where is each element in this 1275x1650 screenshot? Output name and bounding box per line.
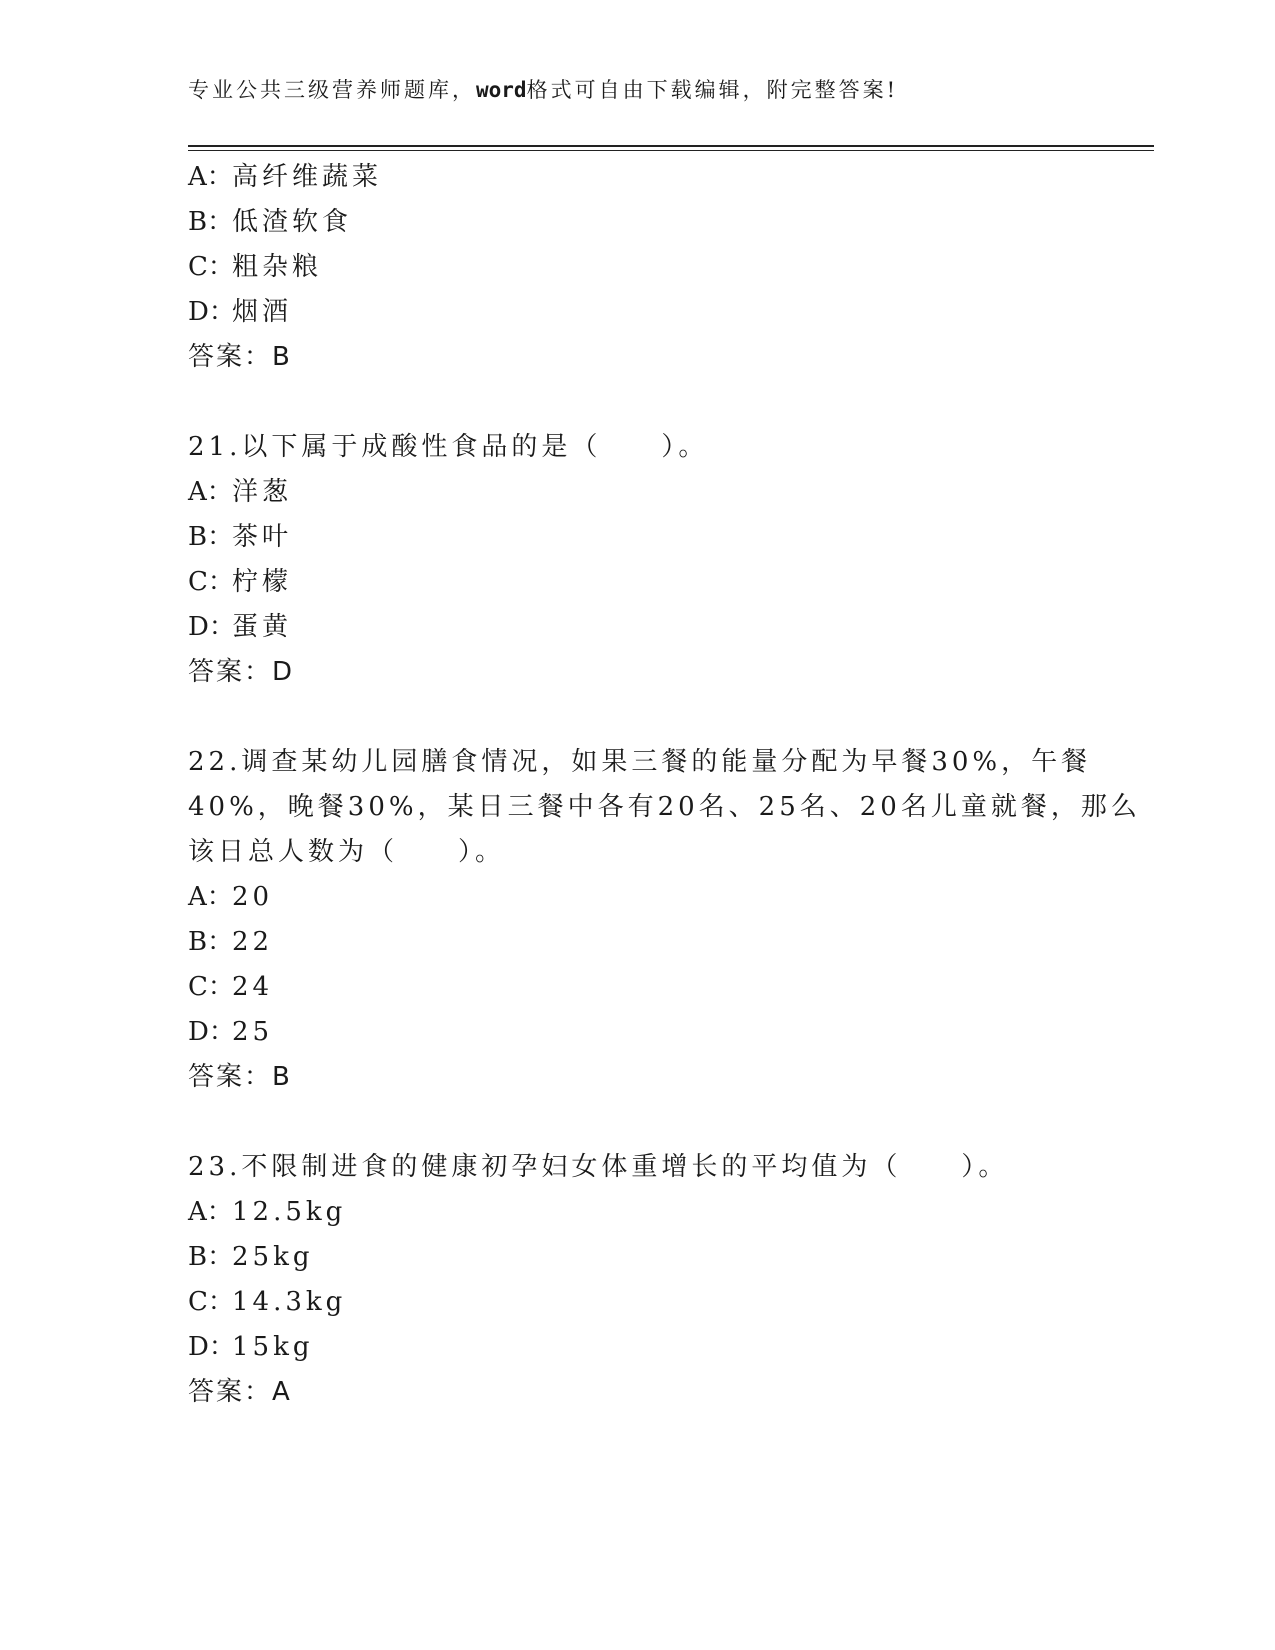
header-rule-thin [188,150,1154,151]
q22-option-c: C：24 [188,972,274,1002]
q22-option-a: A：20 [188,882,274,912]
q22-stem-line-2: 40%，晚餐30%，某日三餐中各有20名、25名、20名儿童就餐，那么 [188,792,1141,822]
header-word: word [476,78,527,102]
q22-option-b: B：22 [188,927,274,957]
q23-option-c: C：14.3kg [188,1287,347,1317]
q23-stem: 23.不限制进食的健康初孕妇女体重增长的平均值为（ ）。 [188,1152,1009,1182]
q23-answer: 答案：A [188,1377,292,1407]
q23-option-d: D：15kg [188,1332,314,1362]
q21-option-a: A：洋葱 [188,477,293,507]
q20-option-a: A：高纤维蔬菜 [188,162,383,192]
q21-option-c: C：柠檬 [188,567,293,597]
q20-option-c: C：粗杂粮 [188,252,323,282]
header-suffix: 格式可自由下载编辑，附完整答案! [526,78,899,102]
q22-answer: 答案：B [188,1062,292,1092]
q22-stem-line-3: 该日总人数为（ ）。 [188,837,506,867]
q21-stem: 21.以下属于成酸性食品的是（ ）。 [188,432,709,462]
q21-option-b: B：茶叶 [188,522,293,552]
header-prefix: 专业公共三级营养师题库， [188,78,476,102]
q21-option-d: D：蛋黄 [188,612,293,642]
q21-answer: 答案：D [188,657,295,687]
q23-option-a: A：12.5kg [188,1197,347,1227]
q20-answer: 答案：B [188,342,292,372]
page-header [188,74,898,104]
q20-option-b: B：低渣软食 [188,207,353,237]
q23-option-b: B：25kg [188,1242,314,1272]
q22-option-d: D：25 [188,1017,274,1047]
header-rule-thick [188,145,1154,147]
q20-option-d: D：烟酒 [188,297,293,327]
q22-stem-line-1: 22.调查某幼儿园膳食情况，如果三餐的能量分配为早餐30%，午餐 [188,747,1092,777]
